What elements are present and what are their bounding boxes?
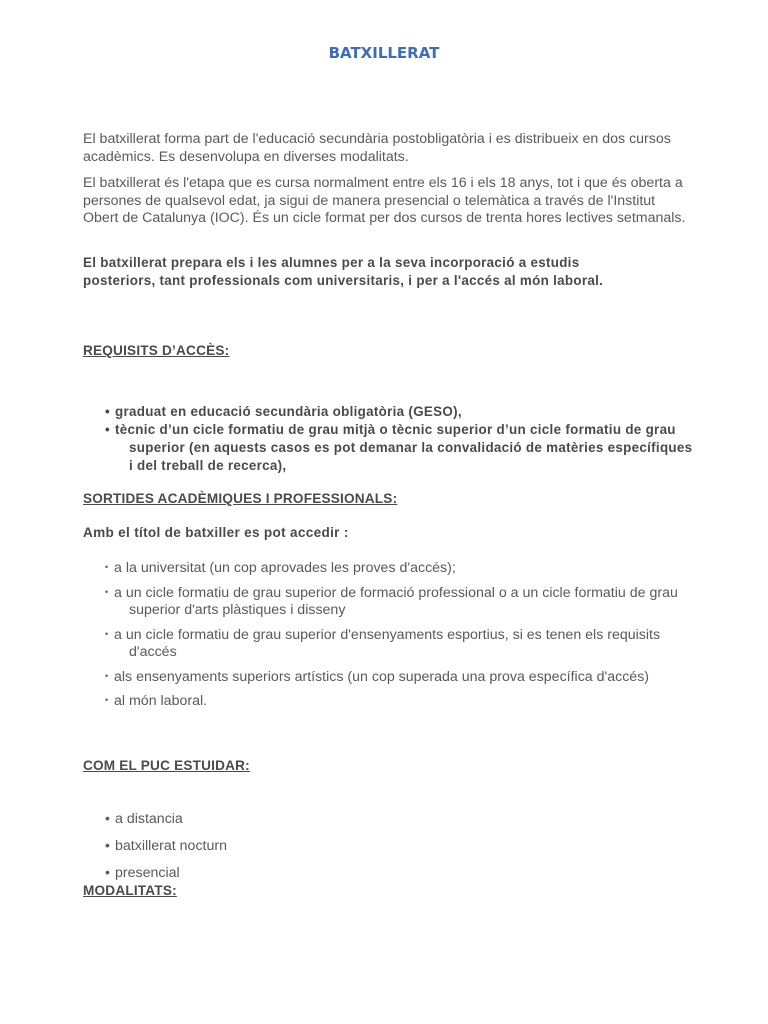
- sortides-lead: Amb el títol de batxiller es pot accedir :: [83, 525, 349, 540]
- sortides-list: [105, 559, 695, 717]
- requisits-heading: REQUISITS D’ACCÈS:: [83, 343, 230, 358]
- bullet-icon: •: [105, 422, 110, 437]
- list-item: • al món laboral.: [105, 693, 208, 709]
- list-item: • a un cicle formatiu de grau superior de formació professional o a un cicle formatiu de grau superior d'arts plàstiques i disseny: [105, 584, 678, 618]
- bullet-icon: •: [105, 670, 109, 681]
- bullet-icon: •: [105, 865, 110, 881]
- page-title: BATXILLERAT: [328, 44, 440, 62]
- list-item: • a la universitat (un cop aprovades les proves d'accés);: [105, 560, 456, 576]
- requisits-list: [105, 403, 695, 475]
- bullet-icon: •: [105, 695, 109, 705]
- list-item: • als ensenyaments superiors artístics (un cop superada una prova específica d'accés): [105, 668, 650, 685]
- intro-paragraph-3: El batxillerat prepara els i les alumnes per a la seva incorporació a estudis posteriors, tant professionals com universitaris, i per a l'accés al món laboral.: [83, 255, 604, 288]
- bullet-icon: •: [105, 811, 110, 827]
- list-item: • presencial: [105, 865, 180, 881]
- bullet-icon: •: [105, 586, 109, 597]
- bullet-icon: •: [105, 628, 109, 639]
- bullet-icon: •: [105, 562, 109, 572]
- list-item: • tècnic d’un cicle formatiu de grau mitjà o tècnic superior d’un cicle formatiu de grau superior (en aquests casos es pot demanar la convalidació de matèries específiques i del treball de recerca),: [105, 422, 693, 473]
- estudiar-list: [105, 811, 505, 892]
- estudiar-heading: COM EL PUC ESTUIDAR:: [83, 758, 250, 773]
- list-item: • a distancia: [105, 811, 183, 827]
- sortides-heading: SORTIDES ACADÈMIQUES I PROFESSIONALS:: [83, 491, 398, 506]
- list-item: • graduat en educació secundària obligatòria (GESO),: [105, 404, 462, 419]
- intro-paragraph-1: El batxillerat forma part de l'educació secundària postobligatòria i es distribueix en dos cursos acadèmics. Es desenvolupa en diverses modalitats.: [83, 131, 671, 165]
- modalitats-heading: MODALITATS:: [83, 883, 177, 898]
- intro-paragraph-2: El batxillerat és l'etapa que es cursa normalment entre els 16 i els 18 anys, tot i que és oberta a persones de qualsevol edat, ja sigui de manera presencial o telemàtica a través de l'Institut Obert de Catalunya (IOC). És un cicle format per dos cursos de trenta hores lectives setmanals.: [83, 175, 686, 226]
- list-item: • a un cicle formatiu de grau superior d'ensenyaments esportius, si es tenen els requisits d'accés: [105, 626, 661, 660]
- bullet-icon: •: [105, 838, 110, 854]
- list-item: • batxillerat nocturn: [105, 838, 227, 854]
- bullet-icon: •: [105, 404, 110, 419]
